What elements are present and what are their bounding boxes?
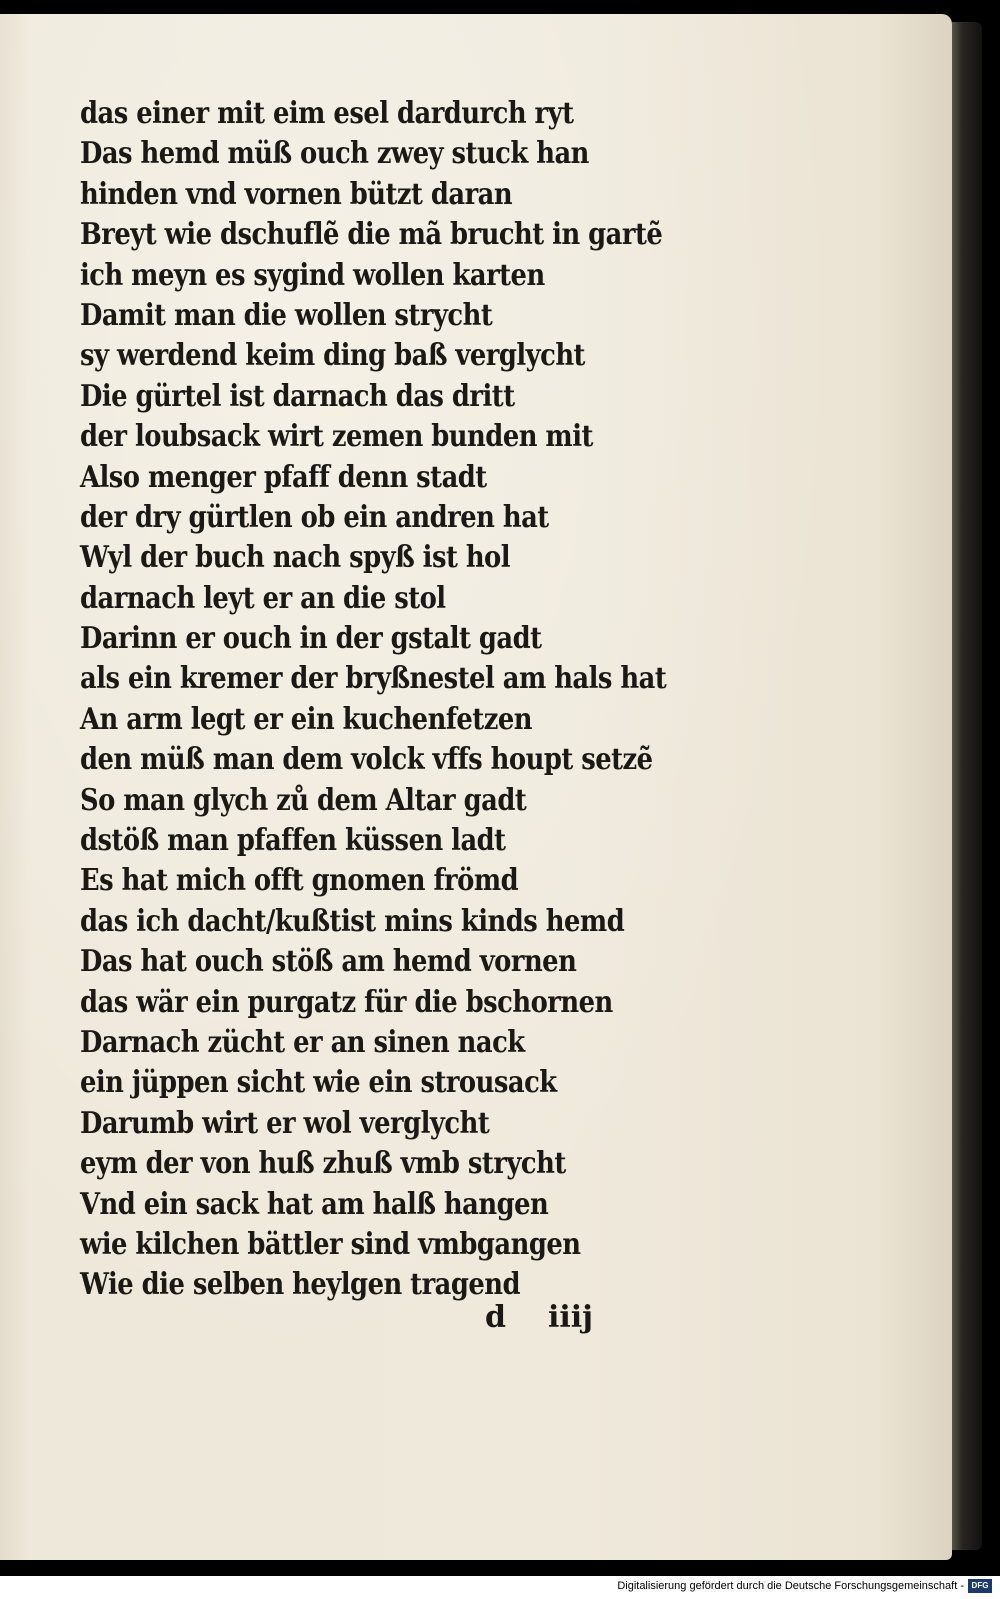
text-line: Das hemd müß ouch zwey stuck han (80, 136, 589, 172)
text-line: Darinn er ouch in der gstalt gadt (80, 621, 542, 657)
text-line: Vnd ein sack hat am halß hangen (80, 1186, 549, 1222)
dfg-logo: DFG (968, 1579, 992, 1593)
text-line: sy werdend keim ding baß verglycht (80, 338, 585, 374)
book-page (0, 14, 952, 1560)
text-line: Breyt wie dschuflẽ die mã brucht in gartẽ (80, 217, 663, 253)
text-line: Es hat mich offt gnomen frömd (80, 863, 519, 899)
text-line: das einer mit eim esel dardurch ryt (80, 96, 574, 131)
text-line: Wyl der buch nach spyß ist hol (80, 540, 511, 576)
text-line: den müß man dem volck vffs houpt setzẽ (80, 742, 653, 778)
text-line: das wär ein purgatz für die bschornen (80, 984, 613, 1020)
text-line: So man glych zů dem Altar gadt (80, 782, 527, 818)
text-line: Das hat ouch stöß am hemd vornen (80, 944, 577, 980)
text-line: das ich dacht/kußtist mins kinds hemd (80, 903, 625, 939)
funding-credit: Digitalisierung gefördert durch die Deutsche Forschungsgemeinschaft - (617, 1580, 964, 1592)
text-line: hinden vnd vornen bützt daran (80, 176, 513, 212)
text-line: Also menger pfaff denn stadt (80, 459, 487, 495)
text-line: als ein kremer der bryßnestel am hals hat (80, 661, 667, 697)
text-line: darnach leyt er an die stol (80, 580, 446, 616)
text-line: Darumb wirt er wol verglycht (80, 1105, 490, 1141)
text-line: der dry gürtlen ob ein andren hat (80, 499, 549, 535)
text-line: Die gürtel ist darnach das dritt (80, 378, 515, 414)
text-line: der loubsack wirt zemen bunden mit (80, 419, 593, 455)
signature-numeral: iiij (547, 1300, 594, 1335)
text-line: ich meyn es sygind wollen karten (80, 257, 545, 293)
text-line: wie kilchen bättler sind vmbgangen (80, 1226, 581, 1262)
signature-letter: d (485, 1300, 506, 1335)
text-line: ein jüppen sicht wie ein strousack (80, 1065, 557, 1101)
text-line: eym der von huß zhuß vmb strycht (80, 1146, 566, 1182)
text-block (80, 94, 740, 1306)
text-line: Darnach zücht er an sinen nack (80, 1024, 525, 1060)
text-line: dstöß man pfaffen küssen ladt (80, 823, 506, 859)
footer-bar (0, 1576, 1000, 1599)
text-line: Wie die selben heylgen tragend (80, 1267, 521, 1303)
text-line: Damit man die wollen strycht (80, 297, 493, 333)
signature-mark (485, 1300, 593, 1335)
page-edge-shadow (952, 22, 982, 1550)
text-line: An arm legt er ein kuchenfetzen (80, 701, 532, 737)
